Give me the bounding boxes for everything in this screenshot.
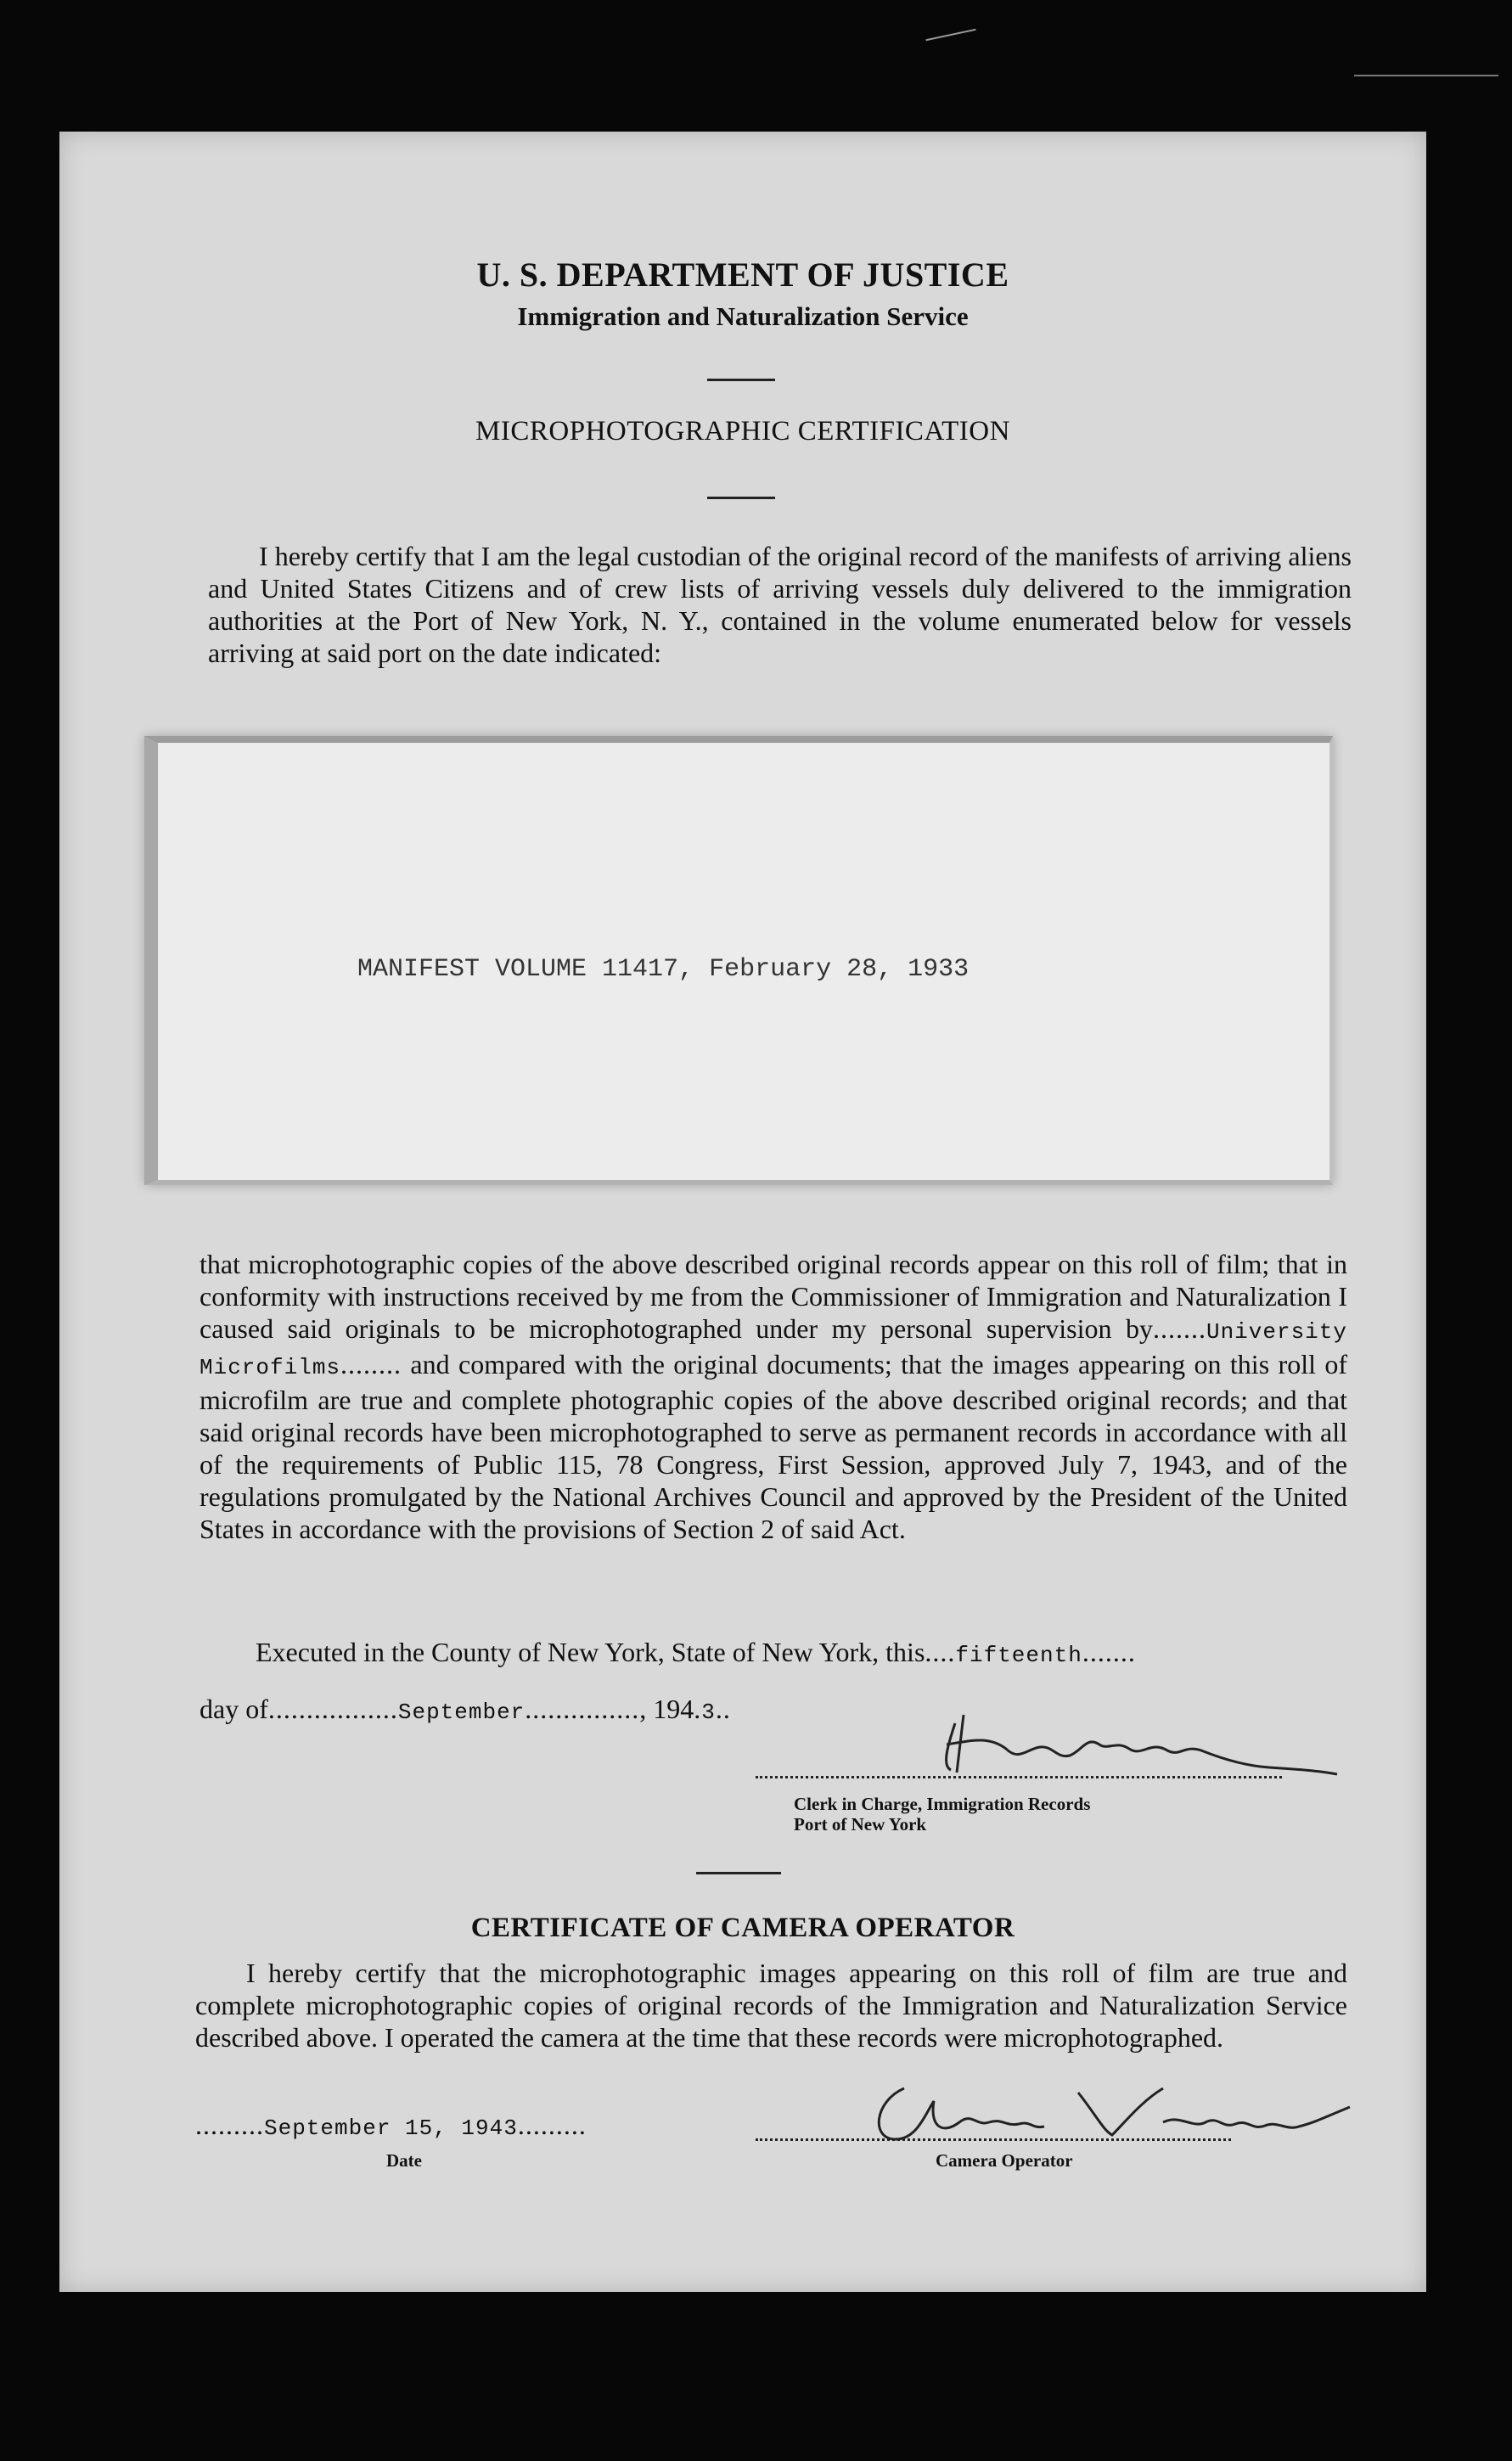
clerk-office-line: Port of New York [794,1814,927,1835]
dot-leader: ....... [1152,1313,1206,1344]
clerk-title [794,1794,1090,1835]
operator-signature [823,2054,1367,2156]
service-subtitle: Immigration and Naturalization Service [517,301,969,331]
clerk-title-line: Clerk in Charge, Immigration Records [794,1794,1091,1814]
dot-leader: ....... [1082,1637,1136,1667]
camera-operator-label: Camera Operator [936,2150,1073,2171]
department-title: U. S. DEPARTMENT OF JUSTICE [476,256,1009,294]
execution-month: September [397,1700,526,1725]
dot-leader: ......... [195,2110,264,2140]
year-prefix: , 194 [639,1694,694,1724]
execution-day: fifteenth [955,1643,1082,1668]
dot-leader: . [694,1694,702,1724]
dot-leader: ............... [525,1694,640,1724]
intro-paragraph: I hereby certify that I am the legal custodian of the original record of the manifests of arriving aliens and United States Citizens and of crew lists of arriving vessels duly delivered to the immigration authorities at the Port of New York, N. Y., contained in the volume enumerated below for vessels arriving at said port on the date indicated: [208,541,1352,668]
dot-leader: ......... [517,2110,587,2140]
film-scratch [1354,75,1498,76]
body-text-b: and compared with the original documents; that the images appearing on this roll of microfilm are true and complete photographic copies of the above described original records; and that said original records have been microphotographed to serve as permanent records in accordance with all of the requirements of Public 115, 78 Congress, First Session, approved July 7, 1943, and of the regulations promulgated by the National Archives Council and approved by the President of the United States in accordance with the provisions of Section 2 of said Act. [200,1349,1348,1544]
certification-title: MICROPHOTOGRAPHIC CERTIFICATION [475,416,1010,447]
execution-text: Executed in the County of New York, State of New York, this [256,1637,925,1667]
certificate-sheet [59,132,1426,2292]
body-paragraph [200,1248,1347,1545]
photographer-name: University Microfilms [200,1319,1347,1380]
camera-operator-paragraph: I hereby certify that the microphotographic images appearing on this roll of film are true and complete microphotographic copies of original records of the Immigration and Naturalization Service described above. I operated the camera at the time that these records were microphotographed. [195,1958,1347,2053]
manifest-card [144,736,1333,1185]
date-label: Date [386,2150,422,2171]
operator-date-line [195,2110,587,2141]
film-scratch [925,29,975,41]
dot-leader: ........ [340,1349,402,1379]
clerk-signature-line [756,1776,1282,1778]
divider [707,379,775,381]
camera-operator-title: CERTIFICATE OF CAMERA OPERATOR [470,1913,1015,1943]
divider [707,497,775,499]
body-text-a: that microphotographic copies of the above described original records appear on this roll of film; that in conformity with instructions received by me from the Commissioner of Immigration and Naturalization I caused said originals to be microphotographed under my personal supervision by [200,1249,1347,1344]
operator-date: September 15, 1943 [264,2115,518,2141]
date-line [200,1694,731,1725]
dot-leader: ................. [267,1694,398,1724]
dot-leader: .. [715,1694,731,1724]
manifest-volume-text: MANIFEST VOLUME 11417, February 28, 1933 [357,955,970,984]
divider [696,1872,781,1874]
year-digit: 3 [701,1700,716,1725]
operator-signature-line [756,2138,1231,2141]
execution-line [256,1637,1136,1668]
dot-leader: .... [925,1637,956,1667]
day-of-label: day of [200,1694,268,1724]
